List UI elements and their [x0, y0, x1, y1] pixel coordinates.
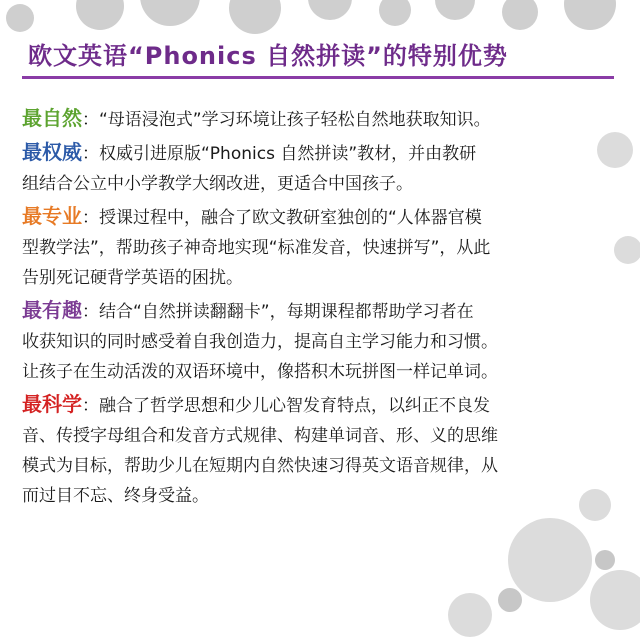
advantage-line: [22, 389, 618, 421]
advantage-line: [22, 201, 618, 233]
advantage-item-professional: [22, 201, 618, 293]
advantage-line: [22, 137, 618, 169]
advantage-line: [22, 295, 618, 327]
advantage-text: ：授课过程中，融合了欧文教研室独创的“人体器官模: [82, 208, 482, 228]
advantage-heading: 最有趣: [22, 298, 82, 322]
advantage-line: 模式为目标，帮助少儿在短期内自然快速习得英文语音规律，从: [22, 456, 498, 476]
page-title: 欧文英语“Phonics 自然拼读”的特别优势: [28, 42, 508, 70]
advantage-item-fun: [22, 295, 618, 387]
advantage-text: ：结合“自然拼读翻翻卡”，每期课程都帮助学习者在: [82, 302, 474, 322]
advantage-heading: 最自然: [22, 106, 82, 130]
advantage-item-authority: [22, 137, 618, 199]
advantage-line: 音、传授字母组合和发音方式规律、构建单词音、形、义的思维: [22, 426, 498, 446]
advantage-item-scientific: [22, 389, 618, 511]
advantages-list: [22, 103, 618, 513]
advantage-line: [22, 103, 618, 135]
advantage-item-natural: [22, 103, 618, 135]
advantage-line: 让孩子在生动活泼的双语环境中，像搭积木玩拼图一样记单词。: [22, 362, 498, 382]
advantage-line: 而过目不忘、终身受益。: [22, 486, 209, 506]
advantage-heading: 最科学: [22, 392, 82, 416]
advantage-text: ：“母语浸泡式”学习环境让孩子轻松自然地获取知识。: [82, 110, 491, 130]
title-underline: [22, 76, 614, 79]
advantage-text: ：融合了哲学思想和少儿心智发育特点，以纠正不良发: [82, 396, 490, 416]
advantage-text: ：权威引进原版“Phonics 自然拼读”教材，并由教研: [82, 144, 477, 164]
advantage-heading: 最权威: [22, 140, 82, 164]
advantage-line: 收获知识的同时感受着自我创造力，提高自主学习能力和习惯。: [22, 332, 498, 352]
advantage-line: 告别死记硬背学英语的困扰。: [22, 268, 243, 288]
advantage-line: 型教学法”，帮助孩子神奇地实现“标准发音，快速拼写”，从此: [22, 238, 491, 258]
advantage-heading: 最专业: [22, 204, 82, 228]
advantage-line: 组结合公立中小学教学大纲改进，更适合中国孩子。: [22, 174, 413, 194]
